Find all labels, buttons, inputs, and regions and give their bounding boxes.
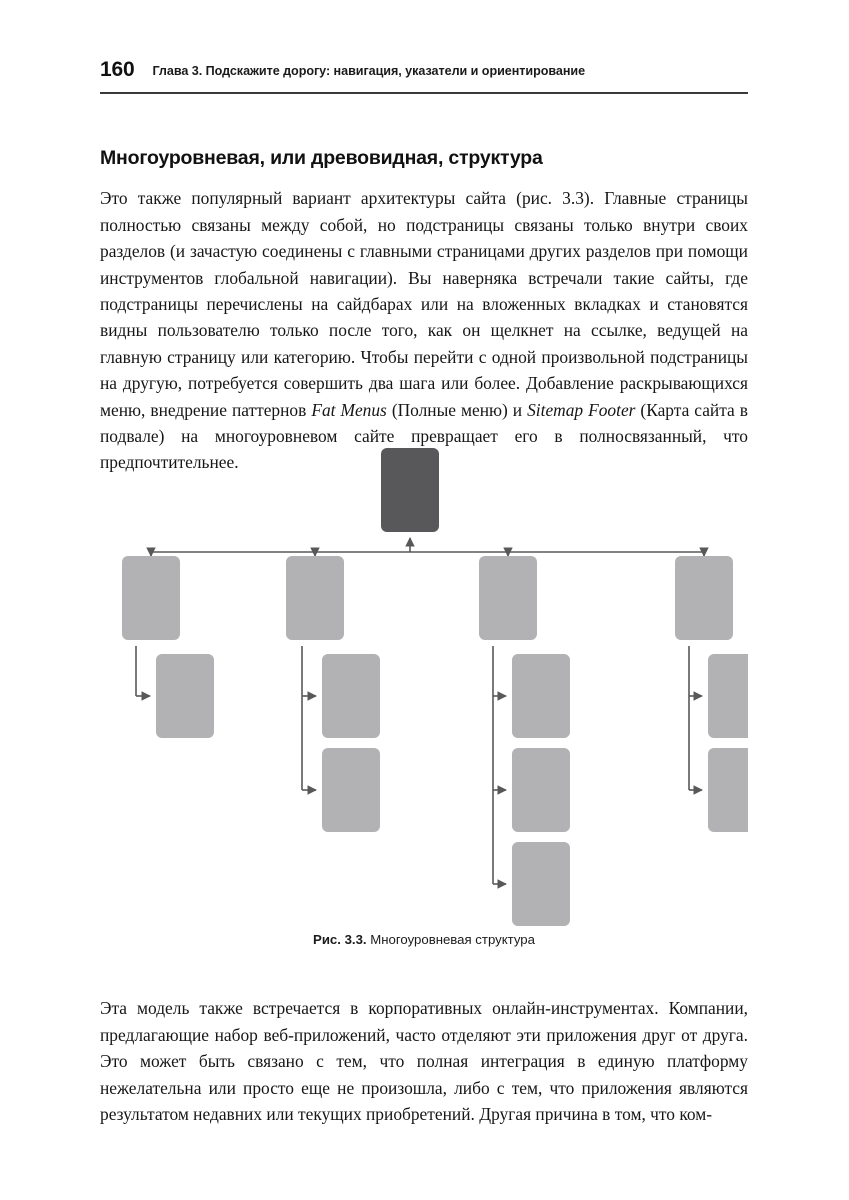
hierarchy-diagram (100, 440, 748, 940)
page-number: 160 (100, 58, 135, 81)
header-rule (100, 92, 748, 94)
paragraph-emphasis-fat-menus: Fat Menus (311, 399, 387, 420)
diagram-node-level1 (286, 556, 344, 640)
diagram-node-level2 (322, 654, 380, 738)
figure-3-3 (100, 440, 748, 945)
diagram-node-level2 (156, 654, 214, 738)
diagram-node-root (381, 448, 439, 532)
diagram-node-level2 (708, 748, 748, 832)
diagram-node-level2 (512, 748, 570, 832)
diagram-node-level2 (512, 842, 570, 926)
diagram-node-level2 (708, 654, 748, 738)
running-head (100, 58, 748, 82)
section-heading: Многоуровневая, или древовидная, структура (100, 147, 543, 170)
diagram-connectors (136, 538, 704, 884)
diagram-node-level1 (675, 556, 733, 640)
diagram-node-level2 (512, 654, 570, 738)
body-paragraph-1 (100, 185, 748, 475)
figure-caption-label: Рис. 3.3. (313, 932, 367, 947)
diagram-node-level1 (122, 556, 180, 640)
diagram-node-level2 (322, 748, 380, 832)
chapter-title: Глава 3. Подскажите дорогу: навигация, указатели и ориентирование (152, 64, 586, 78)
body-paragraph-2: Эта модель также встречается в корпоративных онлайн-инструментах. Компании, предлагающие набор веб-приложений, часто отделяют эти приложения друг от друга. Это может быть связано с тем, что полная интеграция в единую платформу нежелательна или просто еще не произошла, либо с тем, что приложения являются результатом недавних или текущих приобретений. Другая причина в том, что ком- (100, 998, 748, 1125)
paragraph-text-part: Это также популярный вариант архитектуры сайта (рис. 3.3). Главные страницы полностью связаны между собой, но подстраницы связаны только внутри своих разделов (и зачастую соединены с главными страницами других разделов при помощи инструментов глобальной навигации). Вы наверняка встречали такие сайты, где подстраницы перечислены на сайдбарах или на вложенных вкладках и становятся видны пользователю только после того, как он щелкнет на ссылке, ведущей на главную страницу или категорию. Чтобы перейти с одной произвольной подстраницы на другую, потребуется совершить два шага или более. Добавление раскрывающихся меню, внедрение паттернов (100, 188, 748, 420)
figure-caption-text: Многоуровневая структура (370, 932, 535, 947)
figure-caption (100, 932, 748, 947)
diagram-node-level1 (479, 556, 537, 640)
paragraph-text-part: (Карта сайта в подвале) на многоуровневом сайте превращает его в полносвязанный, что предпочтительнее. (100, 399, 748, 473)
paragraph-text-part: (Полные меню) и (386, 399, 528, 420)
paragraph-emphasis-sitemap-footer: Sitemap Footer (527, 399, 636, 420)
